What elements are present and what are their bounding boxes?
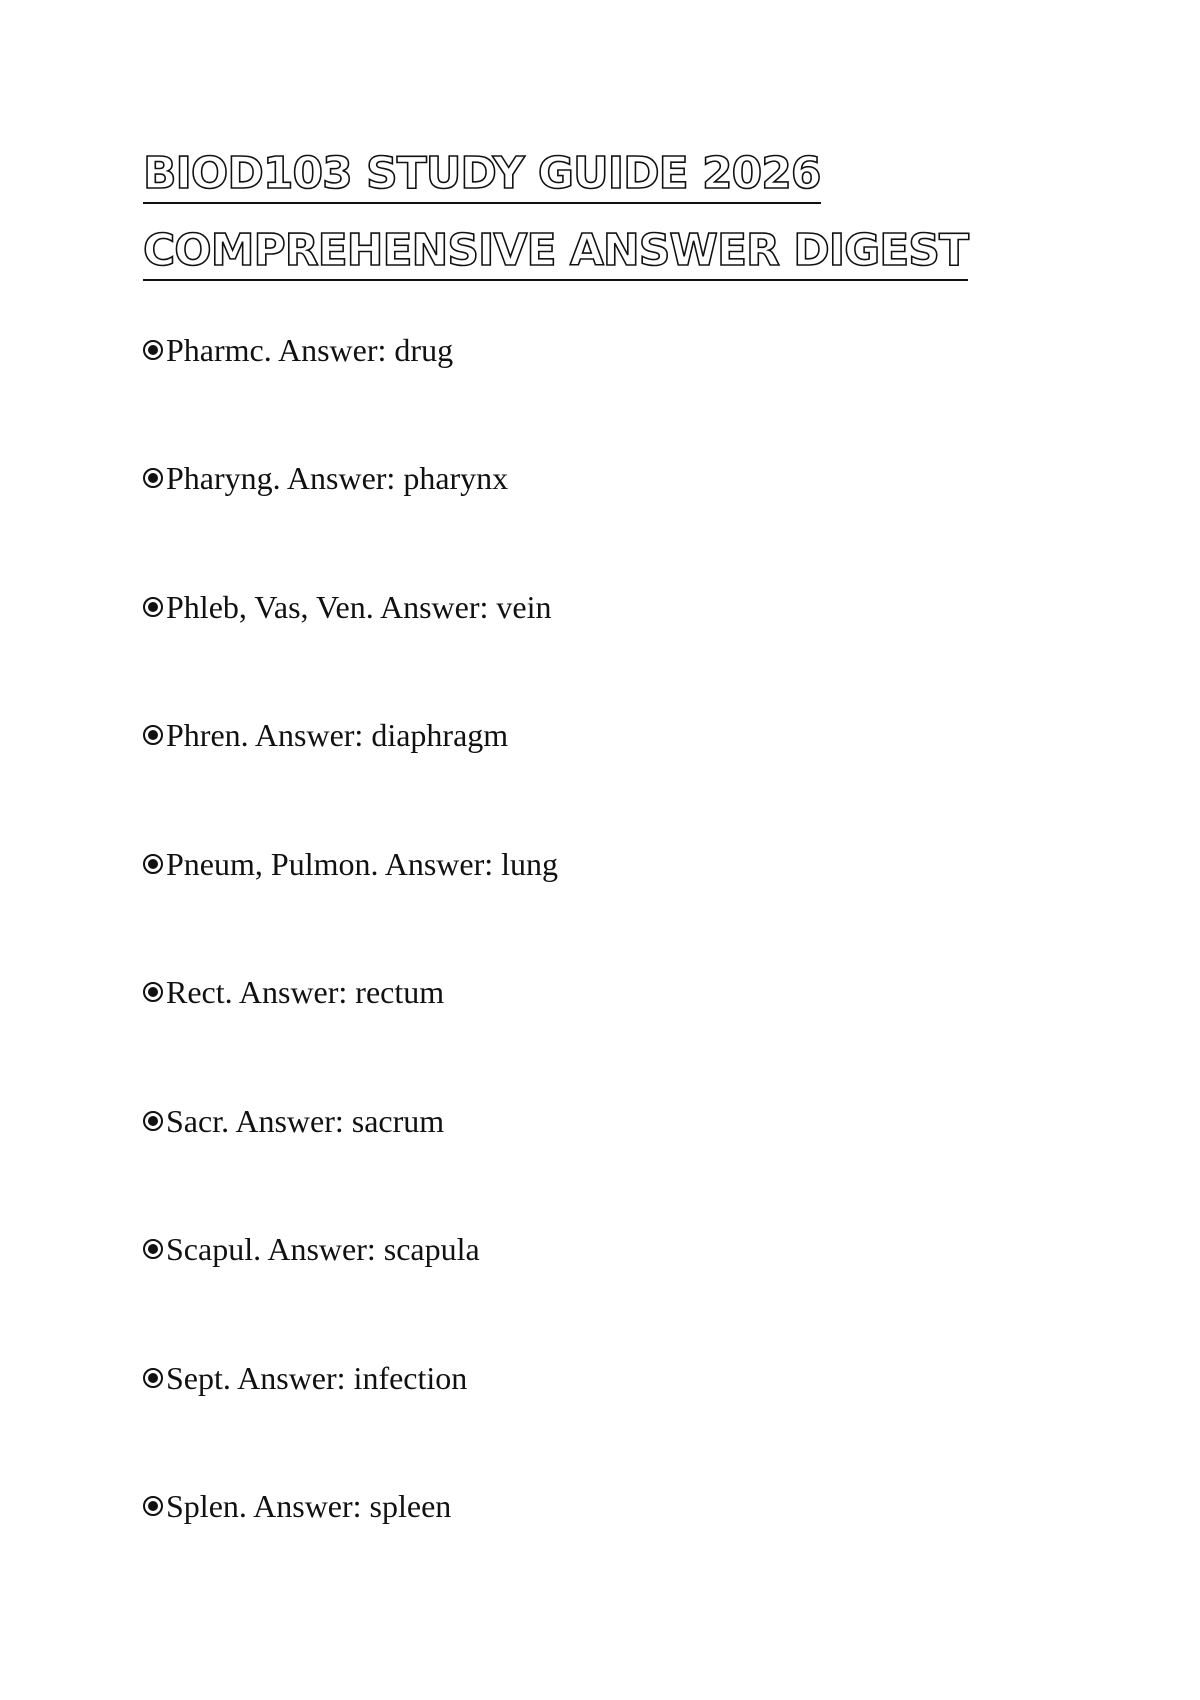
list-item: [143, 587, 551, 627]
list-item-text: Pharyng. Answer: pharynx: [166, 459, 509, 496]
radio-bullet-icon: [143, 340, 163, 360]
list-item: [143, 458, 508, 498]
list-item-text: Sept. Answer: infection: [166, 1359, 468, 1396]
radio-bullet-icon: [143, 597, 163, 617]
list-item-text: Phren. Answer: diaphragm: [166, 716, 509, 753]
list-item: [143, 972, 444, 1012]
radio-bullet-icon: [143, 1496, 163, 1516]
radio-bullet-icon: [143, 468, 163, 488]
list-item: [143, 1229, 480, 1269]
list-item-text: Sacr. Answer: sacrum: [166, 1102, 445, 1139]
list-item: [143, 1358, 467, 1398]
list-item-text: Pharmc. Answer: drug: [166, 331, 454, 368]
list-item: [143, 330, 453, 370]
list-item: [143, 1486, 451, 1526]
radio-bullet-icon: [143, 1111, 163, 1131]
radio-bullet-icon: [143, 854, 163, 874]
list-item: [143, 844, 558, 884]
list-item-text: Scapul. Answer: scapula: [166, 1230, 480, 1267]
radio-bullet-icon: [143, 725, 163, 745]
radio-bullet-icon: [143, 1368, 163, 1388]
list-item-text: Pneum, Pulmon. Answer: lung: [166, 845, 559, 882]
title-line-1: BIOD103 STUDY GUIDE 2026: [143, 152, 821, 204]
title-line-2: COMPREHENSIVE ANSWER DIGEST: [143, 229, 968, 281]
radio-bullet-icon: [143, 1239, 163, 1259]
list-item: [143, 715, 508, 755]
list-item-text: Rect. Answer: rectum: [166, 973, 445, 1010]
radio-bullet-icon: [143, 982, 163, 1002]
list-item-text: Splen. Answer: spleen: [166, 1487, 452, 1524]
list-item: [143, 1101, 444, 1141]
list-item-text: Phleb, Vas, Ven. Answer: vein: [166, 588, 552, 625]
